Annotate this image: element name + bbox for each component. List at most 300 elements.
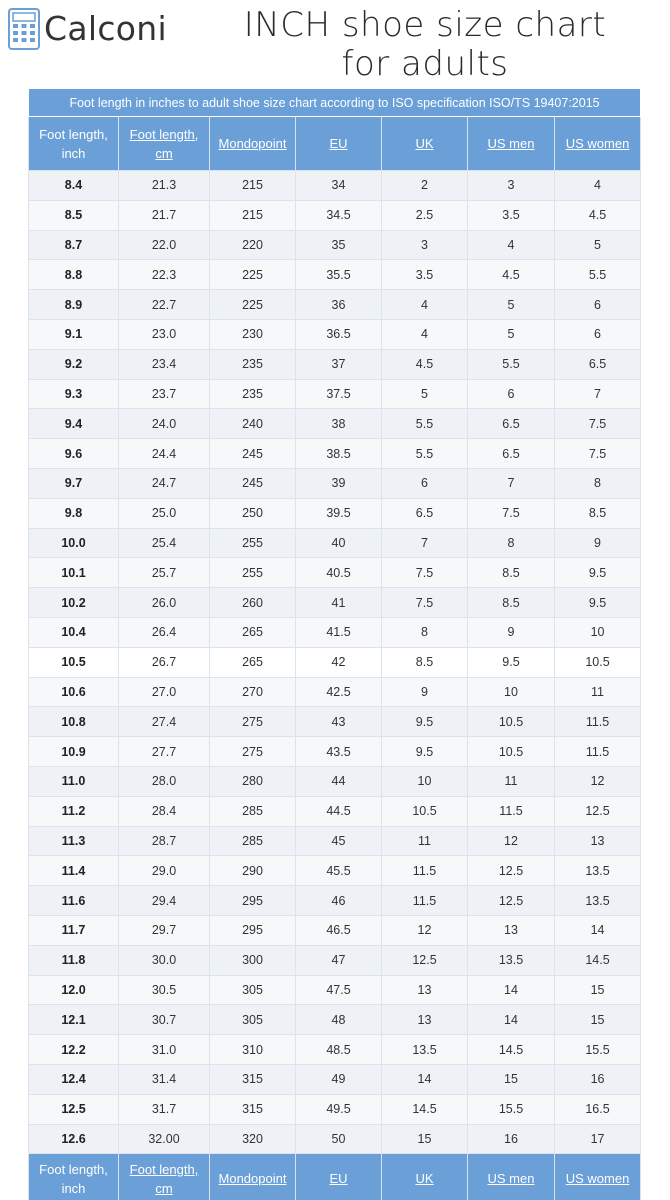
header-col-3[interactable] [296, 117, 382, 171]
table-cell: 9.8 [29, 498, 119, 528]
table-cell: 8 [555, 468, 641, 498]
table-cell: 34 [296, 171, 382, 201]
table-cell: 290 [210, 856, 296, 886]
footer-col-3-label: EU [329, 1171, 348, 1187]
table-cell: 25.4 [119, 528, 210, 558]
table-row [29, 1094, 641, 1124]
table-cell: 12.4 [29, 1064, 119, 1094]
table-cell: 275 [210, 707, 296, 737]
table-cell: 9.7 [29, 468, 119, 498]
table-cell: 24.4 [119, 439, 210, 469]
table-cell: 11.8 [29, 945, 119, 975]
header-col-1-label-line2: cm [155, 145, 173, 161]
table-cell: 12.1 [29, 1005, 119, 1035]
table-cell: 11.6 [29, 886, 119, 916]
header-col-3-label: EU [329, 136, 348, 151]
table-cell: 37.5 [296, 379, 382, 409]
header-col-0 [29, 117, 119, 171]
table-row [29, 558, 641, 588]
table-cell: 24.0 [119, 409, 210, 439]
table-cell: 9.5 [555, 558, 641, 588]
table-cell: 30.0 [119, 945, 210, 975]
calculator-icon [8, 8, 40, 50]
table-cell: 11.4 [29, 856, 119, 886]
table-cell: 5 [555, 230, 641, 260]
table-cell: 265 [210, 647, 296, 677]
table-cell: 9 [555, 528, 641, 558]
table-cell: 31.4 [119, 1064, 210, 1094]
table-cell: 46 [296, 886, 382, 916]
header-col-2[interactable] [210, 117, 296, 171]
table-cell: 8.5 [468, 588, 555, 618]
table-cell: 13.5 [555, 856, 641, 886]
table-cell: 23.7 [119, 379, 210, 409]
table-cell: 4 [382, 290, 468, 320]
table-cell: 41.5 [296, 617, 382, 647]
table-row [29, 677, 641, 707]
table-cell: 10 [555, 617, 641, 647]
table-cell: 235 [210, 349, 296, 379]
header-col-1[interactable] [119, 117, 210, 171]
table-cell: 4.5 [382, 349, 468, 379]
table-cell: 320 [210, 1124, 296, 1154]
table-cell: 255 [210, 528, 296, 558]
table-cell: 22.3 [119, 260, 210, 290]
table-cell: 11.5 [382, 886, 468, 916]
table-cell: 260 [210, 588, 296, 618]
table-cell: 7 [468, 468, 555, 498]
table-row [29, 439, 641, 469]
table-cell: 11.5 [555, 707, 641, 737]
header-col-6[interactable] [555, 117, 641, 171]
table-cell: 8.5 [468, 558, 555, 588]
table-cell: 10.4 [29, 617, 119, 647]
table-cell: 315 [210, 1064, 296, 1094]
table-cell: 8 [382, 617, 468, 647]
table-cell: 9.3 [29, 379, 119, 409]
page-header [0, 0, 670, 88]
table-row [29, 409, 641, 439]
footer-col-6[interactable] [555, 1154, 641, 1200]
table-cell: 48.5 [296, 1035, 382, 1065]
table-cell: 12 [382, 915, 468, 945]
table-row [29, 856, 641, 886]
table-cell: 29.7 [119, 915, 210, 945]
table-cell: 14 [468, 975, 555, 1005]
table-cell: 3.5 [468, 200, 555, 230]
table-cell: 5.5 [468, 349, 555, 379]
table-cell: 49 [296, 1064, 382, 1094]
table-cell: 220 [210, 230, 296, 260]
table-cell: 9.5 [382, 707, 468, 737]
table-cell: 8.9 [29, 290, 119, 320]
table-cell: 270 [210, 677, 296, 707]
shoe-size-table [28, 88, 641, 1200]
table-cell: 4 [382, 319, 468, 349]
footer-col-1-label: Foot length, [129, 1161, 199, 1177]
table-cell: 7.5 [382, 588, 468, 618]
table-cell: 35.5 [296, 260, 382, 290]
table-cell: 13.5 [382, 1035, 468, 1065]
table-cell: 9.6 [29, 439, 119, 469]
table-cell: 10.1 [29, 558, 119, 588]
table-cell: 21.3 [119, 171, 210, 201]
table-row [29, 617, 641, 647]
table-row [29, 230, 641, 260]
brand-name: Calconi [44, 9, 167, 48]
footer-col-2-label: Mondopoint [218, 1171, 287, 1187]
table-cell: 31.7 [119, 1094, 210, 1124]
table-cell: 45 [296, 826, 382, 856]
footer-col-0-label: Foot length, [39, 1161, 108, 1177]
table-cell: 9.5 [382, 737, 468, 767]
table-body [29, 171, 641, 1154]
table-cell: 15.5 [555, 1035, 641, 1065]
table-cell: 295 [210, 915, 296, 945]
table-cell: 10.5 [468, 707, 555, 737]
table-row [29, 737, 641, 767]
table-cell: 31.0 [119, 1035, 210, 1065]
table-cell: 48 [296, 1005, 382, 1035]
table-cell: 46.5 [296, 915, 382, 945]
table-cell: 26.0 [119, 588, 210, 618]
table-cell: 5.5 [555, 260, 641, 290]
table-row [29, 1124, 641, 1154]
table-row [29, 319, 641, 349]
table-cell: 28.7 [119, 826, 210, 856]
table-cell: 3 [468, 171, 555, 201]
table-cell: 30.5 [119, 975, 210, 1005]
table-cell: 255 [210, 558, 296, 588]
table-cell: 5 [468, 319, 555, 349]
header-col-0-label: Foot length, [39, 126, 108, 142]
table-cell: 22.0 [119, 230, 210, 260]
table-row [29, 260, 641, 290]
table-row [29, 468, 641, 498]
table-footer-row [29, 1154, 641, 1200]
table-cell: 245 [210, 468, 296, 498]
footer-col-5[interactable] [468, 1154, 555, 1200]
table-cell: 50 [296, 1124, 382, 1154]
table-cell: 6.5 [468, 409, 555, 439]
table-cell: 300 [210, 945, 296, 975]
table-cell: 4 [468, 230, 555, 260]
table-cell: 230 [210, 319, 296, 349]
table-cell: 285 [210, 826, 296, 856]
table-cell: 240 [210, 409, 296, 439]
table-cell: 275 [210, 737, 296, 767]
table-cell: 5 [468, 290, 555, 320]
table-cell: 10.9 [29, 737, 119, 767]
table-cell: 36 [296, 290, 382, 320]
table-cell: 10.5 [29, 647, 119, 677]
table-cell: 14 [555, 915, 641, 945]
table-cell: 16 [555, 1064, 641, 1094]
table-cell: 6.5 [555, 349, 641, 379]
table-cell: 12 [555, 766, 641, 796]
table-cell: 10.5 [382, 796, 468, 826]
table-cell: 10.8 [29, 707, 119, 737]
table-cell: 14.5 [382, 1094, 468, 1124]
table-cell: 12.0 [29, 975, 119, 1005]
table-cell: 49.5 [296, 1094, 382, 1124]
table-cell: 5 [382, 379, 468, 409]
table-cell: 11.2 [29, 796, 119, 826]
table-cell: 44.5 [296, 796, 382, 826]
footer-col-2[interactable] [210, 1154, 296, 1200]
table-cell: 32.00 [119, 1124, 210, 1154]
table-row [29, 945, 641, 975]
table-cell: 9.1 [29, 319, 119, 349]
table-row [29, 498, 641, 528]
table-cell: 11.5 [382, 856, 468, 886]
table-cell: 13 [555, 826, 641, 856]
table-cell: 29.0 [119, 856, 210, 886]
table-cell: 6 [555, 319, 641, 349]
footer-col-4-label: UK [415, 1171, 434, 1187]
table-row [29, 528, 641, 558]
header-col-4[interactable] [382, 117, 468, 171]
table-cell: 10.6 [29, 677, 119, 707]
table-row [29, 915, 641, 945]
table-cell: 38.5 [296, 439, 382, 469]
table-cell: 11.0 [29, 766, 119, 796]
table-cell: 14 [468, 1005, 555, 1035]
table-cell: 7 [555, 379, 641, 409]
table-cell: 12.5 [468, 856, 555, 886]
table-cell: 13.5 [468, 945, 555, 975]
table-cell: 8.5 [29, 200, 119, 230]
table-cell: 8.4 [29, 171, 119, 201]
table-cell: 29.4 [119, 886, 210, 916]
table-cell: 22.7 [119, 290, 210, 320]
table-cell: 4 [555, 171, 641, 201]
table-cell: 24.7 [119, 468, 210, 498]
table-cell: 39.5 [296, 498, 382, 528]
table-cell: 14.5 [555, 945, 641, 975]
table-cell: 9 [468, 617, 555, 647]
table-cell: 250 [210, 498, 296, 528]
footer-col-1-label-line2: cm [155, 1180, 173, 1196]
table-cell: 215 [210, 200, 296, 230]
table-cell: 47.5 [296, 975, 382, 1005]
table-cell: 11.7 [29, 915, 119, 945]
footer-col-5-label: US men [487, 1171, 535, 1187]
table-cell: 8.5 [382, 647, 468, 677]
table-cell: 7.5 [555, 439, 641, 469]
table-cell: 7 [382, 528, 468, 558]
table-cell: 15 [468, 1064, 555, 1094]
table-cell: 15 [555, 1005, 641, 1035]
table-cell: 9 [382, 677, 468, 707]
table-cell: 37 [296, 349, 382, 379]
table-cell: 26.4 [119, 617, 210, 647]
header-col-5-label: US men [487, 136, 535, 151]
header-col-2-label: Mondopoint [218, 136, 287, 151]
table-cell: 25.0 [119, 498, 210, 528]
table-cell: 13 [382, 1005, 468, 1035]
table-cell: 27.4 [119, 707, 210, 737]
table-cell: 310 [210, 1035, 296, 1065]
table-cell: 4.5 [555, 200, 641, 230]
table-cell: 215 [210, 171, 296, 201]
table-cell: 9.4 [29, 409, 119, 439]
table-cell: 7.5 [468, 498, 555, 528]
table-cell: 245 [210, 439, 296, 469]
table-cell: 2 [382, 171, 468, 201]
table-cell: 40 [296, 528, 382, 558]
footer-col-0 [29, 1154, 119, 1200]
table-cell: 10 [468, 677, 555, 707]
table-cell: 26.7 [119, 647, 210, 677]
table-cell: 38 [296, 409, 382, 439]
table-cell: 16.5 [555, 1094, 641, 1124]
table-row [29, 766, 641, 796]
table-cell: 6.5 [382, 498, 468, 528]
table-cell: 5.5 [382, 439, 468, 469]
table-cell: 40.5 [296, 558, 382, 588]
table-cell: 12.5 [468, 886, 555, 916]
table-cell: 17 [555, 1124, 641, 1154]
table-cell: 43.5 [296, 737, 382, 767]
table-row [29, 200, 641, 230]
table-cell: 27.7 [119, 737, 210, 767]
table-row [29, 290, 641, 320]
table-cell: 25.7 [119, 558, 210, 588]
header-col-6-label: US women [565, 136, 630, 151]
table-cell: 41 [296, 588, 382, 618]
table-cell: 8.7 [29, 230, 119, 260]
table-cell: 27.0 [119, 677, 210, 707]
footer-col-0-label-line2: inch [61, 1180, 86, 1196]
page-title-line1: INCH shoe size chart [243, 5, 607, 45]
table-cell: 6 [555, 290, 641, 320]
table-cell: 11 [382, 826, 468, 856]
table-row [29, 886, 641, 916]
table-cell: 44 [296, 766, 382, 796]
table-cell: 23.4 [119, 349, 210, 379]
table-cell: 315 [210, 1094, 296, 1124]
table-row [29, 647, 641, 677]
table-cell: 11 [468, 766, 555, 796]
table-cell: 9.5 [468, 647, 555, 677]
table-cell: 15.5 [468, 1094, 555, 1124]
table-cell: 42.5 [296, 677, 382, 707]
table-cell: 13 [382, 975, 468, 1005]
table-cell: 13.5 [555, 886, 641, 916]
table-row [29, 1035, 641, 1065]
table-cell: 285 [210, 796, 296, 826]
table-cell: 12.5 [382, 945, 468, 975]
table-cell: 280 [210, 766, 296, 796]
footer-col-1[interactable] [119, 1154, 210, 1200]
header-col-5[interactable] [468, 117, 555, 171]
table-row [29, 379, 641, 409]
header-col-0-label-line2: inch [61, 145, 86, 161]
table-cell: 47 [296, 945, 382, 975]
table-cell: 10.5 [555, 647, 641, 677]
header-col-4-label: UK [415, 136, 434, 151]
table-cell: 28.4 [119, 796, 210, 826]
table-cell: 14 [382, 1064, 468, 1094]
table-row [29, 975, 641, 1005]
table-cell: 39 [296, 468, 382, 498]
table-cell: 11.5 [468, 796, 555, 826]
table-cell: 15 [555, 975, 641, 1005]
table-cell: 21.7 [119, 200, 210, 230]
table-cell: 12.6 [29, 1124, 119, 1154]
table-cell: 36.5 [296, 319, 382, 349]
table-row [29, 349, 641, 379]
table-cell: 305 [210, 1005, 296, 1035]
calconi-logo[interactable] [8, 8, 167, 50]
table-cell: 6 [468, 379, 555, 409]
footer-col-4[interactable] [382, 1154, 468, 1200]
table-row [29, 588, 641, 618]
table-cell: 30.7 [119, 1005, 210, 1035]
footer-col-6-label: US women [565, 1171, 630, 1187]
table-row [29, 707, 641, 737]
page-title-line2: for adults [341, 44, 509, 84]
table-cell: 305 [210, 975, 296, 1005]
table-caption: Foot length in inches to adult shoe size chart according to ISO specification ISO/TS 19407:2015 [29, 89, 641, 117]
table-cell: 12 [468, 826, 555, 856]
table-row [29, 796, 641, 826]
table-cell: 3.5 [382, 260, 468, 290]
table-cell: 7.5 [382, 558, 468, 588]
shoe-size-table-container [28, 88, 640, 1200]
table-cell: 8.5 [555, 498, 641, 528]
table-cell: 225 [210, 260, 296, 290]
table-cell: 7.5 [555, 409, 641, 439]
table-cell: 4.5 [468, 260, 555, 290]
header-col-1-label: Foot length, [129, 126, 199, 142]
table-cell: 45.5 [296, 856, 382, 886]
table-cell: 28.0 [119, 766, 210, 796]
table-cell: 9.5 [555, 588, 641, 618]
table-cell: 42 [296, 647, 382, 677]
table-cell: 10.0 [29, 528, 119, 558]
table-cell: 10.2 [29, 588, 119, 618]
table-cell: 11.5 [555, 737, 641, 767]
table-cell: 3 [382, 230, 468, 260]
table-cell: 23.0 [119, 319, 210, 349]
table-cell: 295 [210, 886, 296, 916]
table-cell: 9.2 [29, 349, 119, 379]
table-cell: 10.5 [468, 737, 555, 767]
table-cell: 5.5 [382, 409, 468, 439]
table-cell: 34.5 [296, 200, 382, 230]
table-cell: 13 [468, 915, 555, 945]
footer-col-3[interactable] [296, 1154, 382, 1200]
table-cell: 12.5 [555, 796, 641, 826]
table-cell: 8 [468, 528, 555, 558]
table-cell: 14.5 [468, 1035, 555, 1065]
table-cell: 12.2 [29, 1035, 119, 1065]
table-row [29, 171, 641, 201]
table-cell: 12.5 [29, 1094, 119, 1124]
table-cell: 225 [210, 290, 296, 320]
table-cell: 15 [382, 1124, 468, 1154]
table-cell: 11.3 [29, 826, 119, 856]
table-cell: 2.5 [382, 200, 468, 230]
table-header-row [29, 117, 641, 171]
table-cell: 265 [210, 617, 296, 647]
table-row [29, 1064, 641, 1094]
table-cell: 11 [555, 677, 641, 707]
table-row [29, 826, 641, 856]
table-row [29, 1005, 641, 1035]
